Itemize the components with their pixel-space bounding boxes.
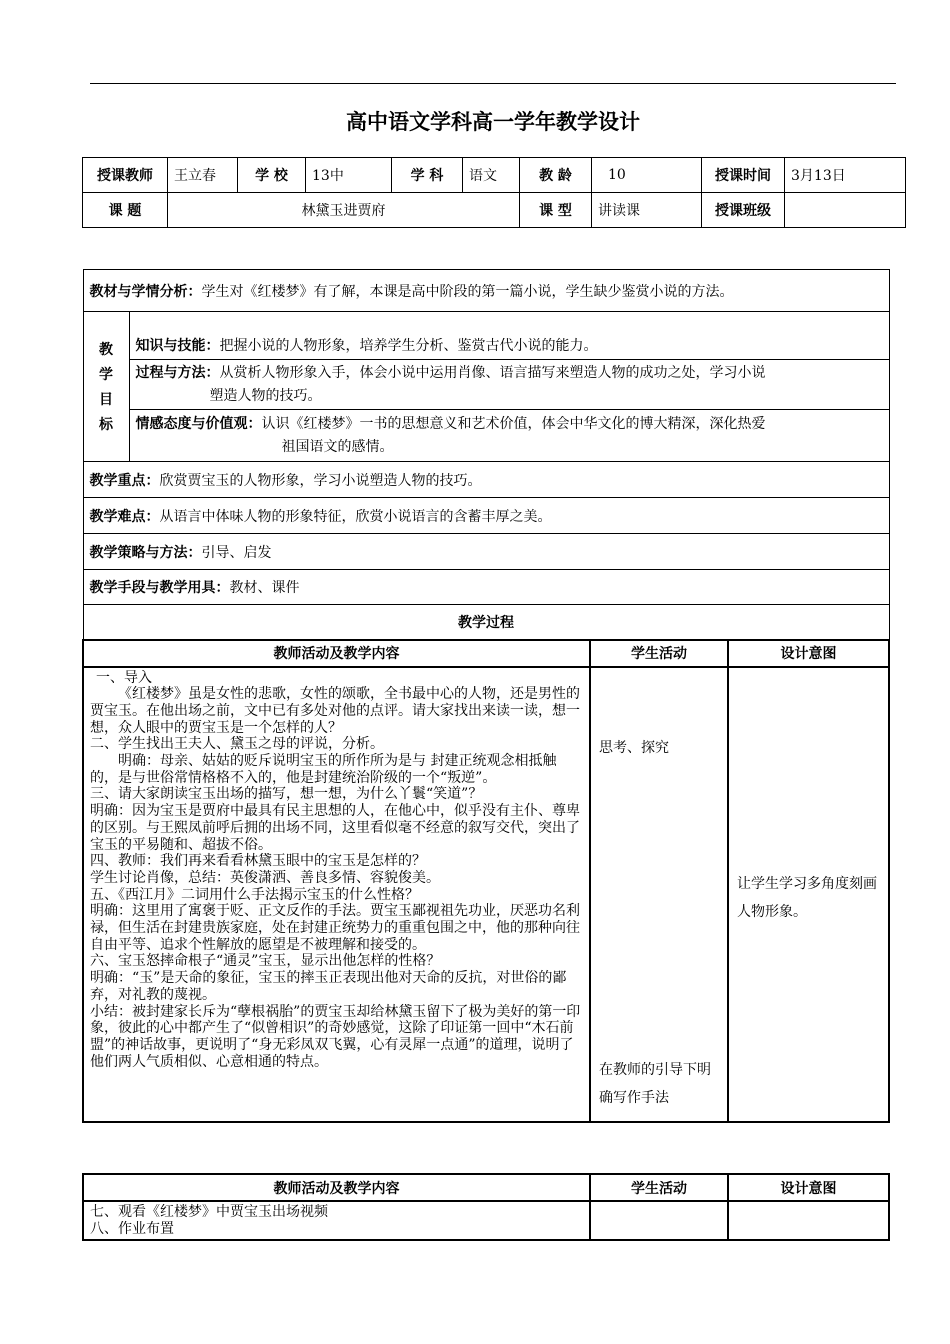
topic-value: 林黛玉进贾府 [168, 193, 520, 228]
difficulty-label: 教学难点： [89, 508, 160, 525]
process-line: 一、导入 [96, 669, 152, 686]
col-header-student: 学生活动 [590, 640, 728, 667]
emotion-label: 情感态度与价值观： [135, 415, 262, 432]
tools-label: 教学手段与教学用具： [89, 580, 230, 596]
type-value: 讲读课 [592, 193, 702, 228]
process-line: 五、《西江月》二词用什么手法揭示宝玉的什么性格？ [90, 886, 419, 903]
class-value [785, 193, 906, 228]
process-line: 七、观看《红楼梦》中贾宝玉出场视频 [90, 1204, 328, 1220]
process-line: 小结：被封建家长斥为“孽根祸胎”的贾宝玉却给林黛玉留下了极为美好的第一印 象，彼此的心中都产生了“似曾相识”的奇妙感觉，这除了印证第一回中“木石前盟”的神话故事，更说明了“身无彩凤双飞翼，心有灵犀一点通”的道理，说明了他们两人气质相似、心意相通的特点。 [90, 1003, 581, 1070]
goals-label-1: 教 [99, 342, 113, 358]
process-line: 学生讨论肖像，总结：英俊潇洒、善良多情、容貌俊美。 [90, 869, 440, 886]
strategy-text: 引导、启发 [201, 544, 272, 561]
focus-row [83, 462, 889, 498]
intent-cell [728, 667, 889, 1122]
knowledge-label: 知识与技能： [135, 338, 220, 354]
teacher-value: 王立春 [168, 158, 238, 193]
subject-label: 学 科 [392, 158, 463, 193]
difficulty-row [83, 498, 889, 534]
difficulty-text: 从语言中体味人物的形象特征，欣赏小说语言的含蓄丰厚之美。 [159, 508, 552, 525]
student-activity-1: 思考、探究 [599, 739, 669, 756]
process-line: 《红楼梦》虽是女性的悲歌，女性的颂歌，全书最中心的人物，还是男性的贾宝玉。在他出场之前，文中已有多处对他的点评。请大家找出来读一读，想一想，众人眼中的贾宝玉是一个怎样的人？ [90, 686, 580, 736]
process-title: 教学过程 [83, 605, 889, 640]
process-line: 明确：“玉”是天命的象征，宝玉的摔玉正表现出他对天命的反抗，对世俗的鄙弃，对礼教的蔑视。 [90, 970, 567, 1003]
col-header-student-2: 学生活动 [590, 1174, 728, 1201]
main-table [82, 269, 890, 1123]
focus-label: 教学重点： [89, 472, 160, 489]
continuation-content [83, 1201, 590, 1240]
info-table [82, 157, 906, 228]
age-value: 10 [592, 158, 702, 193]
goals-label [83, 312, 129, 462]
type-label: 课 型 [520, 193, 592, 228]
process-line: 明确：因为宝玉是贾府中最具有民主思想的人，在他心中，似乎没有主仆、尊卑的区别。与王熙凤前呼后拥的出场不同，这里看似毫不经意的叙写交代，突出了宝玉的平易随和、超拔不俗。 [90, 803, 580, 853]
student-activity-cell [590, 667, 728, 1122]
analysis-text: 学生对《红楼梦》有了解，本课是高中阶段的第一篇小说，学生缺少鉴赏小说的方法。 [201, 283, 734, 300]
continuation-student-cell [590, 1201, 728, 1240]
teacher-label: 授课教师 [83, 158, 168, 193]
continuation-intent-cell [728, 1201, 889, 1240]
school-value: 13中 [306, 158, 392, 193]
process-content [83, 667, 590, 1122]
tools-row [83, 570, 889, 605]
goals-label-4: 标 [99, 417, 113, 433]
emotion-text: 认识《红楼梦》一书的思想意义和艺术价值，体会中华文化的博大精深，深化热爱 [261, 415, 766, 432]
page-title: 高中语文学科高一学年教学设计 [346, 110, 640, 134]
analysis-row [83, 270, 889, 312]
time-value: 3月13日 [785, 158, 906, 193]
process-method-cont: 塑造人物的技巧。 [209, 387, 322, 404]
continuation-table [82, 1173, 890, 1241]
process-line: 四、教师：我们再来看看林黛玉眼中的宝玉是怎样的？ [90, 853, 426, 870]
intent-1: 让学生学习多角度刻画人物形象。 [737, 875, 877, 920]
col-header-teacher: 教师活动及教学内容 [83, 640, 590, 667]
knowledge-text: 把握小说的人物形象，培养学生分析、鉴赏古代小说的能力。 [219, 338, 598, 354]
process-line: 六、宝玉怒摔命根子“通灵”宝玉，显示出他怎样的性格？ [90, 953, 441, 970]
focus-text: 欣赏贾宝玉的人物形象，学习小说塑造人物的技巧。 [159, 472, 482, 489]
age-label: 教 龄 [520, 158, 592, 193]
process-line: 明确：母亲、姑姑的贬斥说明宝玉的所作所为是与 封建正统观念相抵触的，是与世俗常情格格不入的，他是封建统治阶级的一个“叛逆”。 [90, 753, 557, 786]
tools-text: 教材、课件 [229, 580, 300, 596]
goals-label-3: 目 [99, 392, 113, 408]
process-method-row [129, 360, 889, 410]
school-label: 学 校 [238, 158, 306, 193]
process-line: 三、请大家朗读宝玉出场的描写，想一想，为什么丫鬟“笑道”？ [90, 786, 483, 803]
process-method-label: 过程与方法： [135, 364, 220, 381]
process-line: 明确：这里用了寓褒于贬、正文反作的手法。贾宝玉鄙视祖先功业，厌恶功名利禄，但生活在封建贵族家庭，处在封建正统势力的重重包围之中，他的那种向往自由平等、追求个性解放的愿望是不被理解和接受的。 [90, 903, 580, 953]
topic-label: 课 题 [83, 193, 168, 228]
col-header-teacher-2: 教师活动及教学内容 [83, 1174, 590, 1201]
strategy-row [83, 534, 889, 570]
strategy-label: 教学策略与方法： [89, 544, 202, 561]
col-header-intent-2: 设计意图 [728, 1174, 889, 1201]
process-method-text: 从赏析人物形象入手，体会小说中运用肖像、语言描写来塑造人物的成功之处，学习小说 [219, 364, 766, 381]
analysis-label: 教材与学情分析： [89, 283, 202, 300]
time-label: 授课时间 [702, 158, 785, 193]
emotion-cont: 祖国语文的感情。 [281, 438, 394, 455]
header-rule [90, 83, 896, 84]
process-line: 八、作业布置 [90, 1220, 174, 1237]
goals-label-2: 学 [99, 367, 113, 383]
process-line: 二、学生找出王夫人、黛玉之母的评说，分析。 [90, 736, 384, 753]
subject-value: 语文 [463, 158, 520, 193]
emotion-row [129, 410, 889, 462]
col-header-intent: 设计意图 [728, 640, 889, 667]
class-label: 授课班级 [702, 193, 785, 228]
student-activity-2: 在教师的引导下明确写作手法 [599, 1061, 711, 1106]
knowledge-row [129, 312, 889, 360]
